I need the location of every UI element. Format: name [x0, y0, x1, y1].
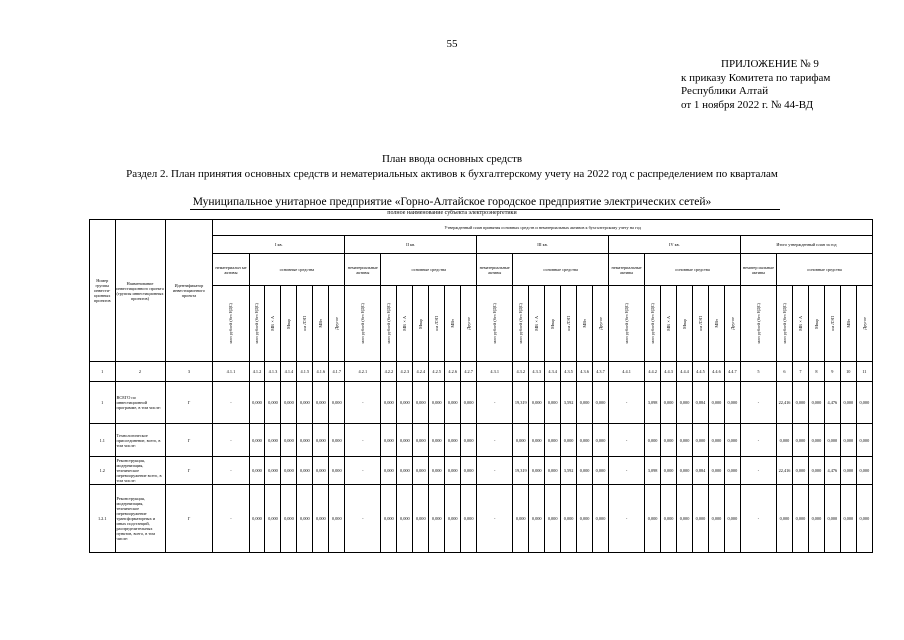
- row-value: 0,000: [561, 424, 577, 457]
- header-unit-label: Мвар: [286, 318, 292, 329]
- header-unit-1-2: [249, 286, 265, 362]
- row-value: 0,000: [445, 382, 461, 424]
- header-intangible-4: нематериальные активы: [608, 254, 644, 286]
- header-unit-label: млн рублей (без НДС): [360, 303, 366, 344]
- header-unit-label: Мвар: [550, 318, 556, 329]
- header-project-name: Наименование инвестиционного проекта (группы инвестиционных проектов): [115, 220, 165, 362]
- row-value: -: [477, 382, 513, 424]
- row-value: 0,000: [397, 485, 413, 553]
- header-q2: II кв.: [345, 236, 477, 254]
- column-number: 4.1.1: [213, 362, 249, 382]
- row-value: 3,592: [561, 382, 577, 424]
- header-unit-1-7: [329, 286, 345, 362]
- appendix-block: [681, 58, 830, 112]
- column-number: 4.4.5: [693, 362, 709, 382]
- header-intangible-2: нематериальные активы: [345, 254, 381, 286]
- row-value: 0,000: [708, 457, 724, 485]
- header-unit-4-3: [661, 286, 677, 362]
- row-project-name: Технологическое присоединение, всего, в том числе:: [115, 424, 165, 457]
- header-unit-label: МВт: [713, 319, 719, 328]
- row-value: 0,000: [545, 457, 561, 485]
- header-unit-5-5: [824, 286, 840, 362]
- row-value: 0,000: [693, 485, 709, 553]
- row-value: 0,000: [561, 485, 577, 553]
- row-value: 0,000: [856, 382, 872, 424]
- row-value: 0,000: [413, 457, 429, 485]
- header-unit-4-1: [608, 286, 644, 362]
- row-project-id: Г: [165, 382, 213, 424]
- row-project-id: Г: [165, 424, 213, 457]
- row-value: 0,000: [792, 424, 808, 457]
- header-unit-3-7: [593, 286, 609, 362]
- row-value: 0,000: [413, 382, 429, 424]
- row-value: 0,000: [808, 457, 824, 485]
- header-unit-4-5: [693, 286, 709, 362]
- row-value: 0,000: [593, 457, 609, 485]
- row-value: 0,000: [856, 485, 872, 553]
- row-value: 0,000: [792, 382, 808, 424]
- header-unit-label: Другое: [334, 317, 340, 330]
- header-unit-2-4: [413, 286, 429, 362]
- row-value: 0,000: [545, 485, 561, 553]
- header-unit-label: км ЛЭП: [434, 316, 440, 331]
- column-number: 4.1.3: [265, 362, 281, 382]
- row-value: 0,000: [677, 424, 693, 457]
- header-unit-4-7: [724, 286, 740, 362]
- row-value: 0,000: [461, 485, 477, 553]
- row-value: 22,416: [777, 382, 793, 424]
- row-value: 0,000: [249, 382, 265, 424]
- column-number: 4.2.1: [345, 362, 381, 382]
- row-value: 3,098: [645, 382, 661, 424]
- row-value: 3,592: [561, 457, 577, 485]
- header-unit-label: МВ×А: [534, 316, 540, 331]
- row-value: 0,000: [329, 485, 345, 553]
- header-unit-label: млн рублей (без НДС): [781, 303, 787, 344]
- row-value: 0,000: [297, 382, 313, 424]
- column-numbers-row: [90, 362, 873, 382]
- row-value: 0,000: [461, 457, 477, 485]
- column-number: 4.3.4: [545, 362, 561, 382]
- row-value: 0,000: [329, 382, 345, 424]
- column-number: 4.4.3: [661, 362, 677, 382]
- row-value: 0,000: [429, 424, 445, 457]
- header-fixed-assets-1: основные средства: [249, 254, 345, 286]
- header-unit-label: МВ×А: [270, 316, 276, 331]
- header-unit-label: км ЛЭП: [697, 316, 703, 331]
- column-number: 4.2.6: [445, 362, 461, 382]
- column-number: 4.4.1: [608, 362, 644, 382]
- column-number: 4.2.3: [397, 362, 413, 382]
- row-value: 0,000: [297, 457, 313, 485]
- header-unit-label: МВт: [318, 319, 324, 328]
- row-value: 0,000: [593, 424, 609, 457]
- row-value: 0,000: [265, 485, 281, 553]
- row-value: 0,000: [661, 457, 677, 485]
- column-number: 4.1.4: [281, 362, 297, 382]
- row-value: 0,000: [840, 424, 856, 457]
- header-unit-label: Другое: [729, 317, 735, 330]
- column-number: 1: [90, 362, 116, 382]
- row-value: 0,884: [693, 457, 709, 485]
- column-number: 4.4.4: [677, 362, 693, 382]
- row-value: 0,000: [840, 457, 856, 485]
- row-value: 0,000: [429, 485, 445, 553]
- row-value: 0,000: [724, 485, 740, 553]
- row-value: 0,000: [413, 424, 429, 457]
- row-value: 0,000: [577, 457, 593, 485]
- header-unit-5-4: [808, 286, 824, 362]
- header-unit-label: Мвар: [813, 318, 819, 329]
- column-number: 4.3.7: [593, 362, 609, 382]
- header-q1: I кв.: [213, 236, 345, 254]
- header-unit-3-1: [477, 286, 513, 362]
- row-value: -: [740, 457, 776, 485]
- row-value: 0,000: [856, 457, 872, 485]
- header-unit-label: млн рублей (без НДС): [492, 303, 498, 344]
- header-unit-5-2: [777, 286, 793, 362]
- row-value: 0,000: [513, 424, 529, 457]
- page-number: 55: [446, 38, 458, 50]
- table-row: [90, 457, 873, 485]
- column-number: 4.2.7: [461, 362, 477, 382]
- row-value: 0,000: [381, 457, 397, 485]
- row-value: 0,000: [677, 382, 693, 424]
- header-unit-label: Мвар: [682, 318, 688, 329]
- row-value: -: [345, 382, 381, 424]
- row-value: 0,000: [313, 485, 329, 553]
- row-value: 0,884: [693, 382, 709, 424]
- appendix-line-1: ПРИЛОЖЕНИЕ № 9: [721, 58, 819, 70]
- header-unit-label: Другое: [861, 317, 867, 330]
- row-value: 0,000: [397, 457, 413, 485]
- header-fixed-assets-4: основные средства: [645, 254, 741, 286]
- column-number: 11: [856, 362, 872, 382]
- header-unit-5-3: [792, 286, 808, 362]
- header-unit-label: МВт: [450, 319, 456, 328]
- row-value: -: [345, 457, 381, 485]
- appendix-line-3: Республики Алтай: [681, 85, 769, 97]
- header-unit-label: МВ×А: [666, 316, 672, 331]
- row-value: 0,000: [249, 424, 265, 457]
- header-unit-4-6: [708, 286, 724, 362]
- row-value: 19,319: [513, 382, 529, 424]
- row-value: 0,000: [313, 424, 329, 457]
- header-unit-1-6: [313, 286, 329, 362]
- header-unit-label: МВт: [582, 319, 588, 328]
- row-value: 0,000: [708, 485, 724, 553]
- row-value: 0,000: [529, 424, 545, 457]
- header-unit-label: млн рублей (без НДС): [650, 303, 656, 344]
- row-value: -: [213, 485, 249, 553]
- row-value: 0,000: [661, 485, 677, 553]
- header-unit-1-5: [297, 286, 313, 362]
- row-value: 0,000: [824, 485, 840, 553]
- row-value: -: [740, 424, 776, 457]
- header-unit-2-6: [445, 286, 461, 362]
- header-project-id: Идентификатор инвестиционного проекта: [165, 220, 213, 362]
- plan-table: [89, 219, 873, 553]
- row-value: 0,000: [329, 457, 345, 485]
- row-value: 0,000: [281, 457, 297, 485]
- header-unit-3-4: [545, 286, 561, 362]
- row-value: 0,000: [313, 457, 329, 485]
- header-unit-label: км ЛЭП: [302, 316, 308, 331]
- header-unit-label: млн рублей (без НДС): [624, 303, 630, 344]
- column-number: 4.4.2: [645, 362, 661, 382]
- row-value: 0,000: [840, 382, 856, 424]
- row-value: -: [213, 424, 249, 457]
- row-number: 1.2.1: [90, 485, 116, 553]
- column-number: 8: [808, 362, 824, 382]
- row-value: 0,000: [593, 485, 609, 553]
- row-number: 1.1: [90, 424, 116, 457]
- row-value: 0,000: [808, 382, 824, 424]
- header-q4: IV кв.: [608, 236, 740, 254]
- column-number: 6: [777, 362, 793, 382]
- row-value: 0,000: [445, 485, 461, 553]
- row-value: 0,000: [840, 485, 856, 553]
- table-row: [90, 382, 873, 424]
- row-value: 0,000: [577, 485, 593, 553]
- appendix-line-4: от 1 ноября 2022 г. № 44-ВД: [681, 98, 814, 111]
- column-number: 4.1.7: [329, 362, 345, 382]
- row-value: -: [213, 382, 249, 424]
- row-value: 0,000: [313, 382, 329, 424]
- header-unit-4-2: [645, 286, 661, 362]
- header-unit-label: МВт: [845, 319, 851, 328]
- row-value: 0,000: [397, 382, 413, 424]
- row-value: -: [345, 424, 381, 457]
- row-value: -: [608, 485, 644, 553]
- row-value: 0,000: [808, 424, 824, 457]
- header-unit-label: млн рублей (без НДС): [518, 303, 524, 344]
- header-unit-label: МВ×А: [797, 316, 803, 331]
- row-value: -: [477, 424, 513, 457]
- column-number: 7: [792, 362, 808, 382]
- document-title: План ввода основных средств: [381, 153, 523, 165]
- organization-name: Муниципальное унитарное предприятие «Горно-Алтайское городское предприятие электрических сетей»: [192, 196, 712, 208]
- header-plan: Утвержденный план принятия основных средств и нематериальных активов к бухгалтерскому учету на год: [213, 220, 873, 236]
- row-value: 0,000: [545, 424, 561, 457]
- header-unit-2-2: [381, 286, 397, 362]
- column-number: 9: [824, 362, 840, 382]
- row-value: 0,000: [249, 457, 265, 485]
- appendix-line-2: к приказу Комитета по тарифам: [681, 71, 831, 84]
- row-value: 0,000: [677, 457, 693, 485]
- row-value: 0,000: [724, 424, 740, 457]
- header-group-number: Номер группы инвести-ционных проектов: [90, 220, 116, 362]
- row-value: 0,000: [777, 424, 793, 457]
- column-number: 4.3.5: [561, 362, 577, 382]
- column-number: 4.3.3: [529, 362, 545, 382]
- column-number: 4.1.5: [297, 362, 313, 382]
- row-value: 0,000: [329, 424, 345, 457]
- row-value: 0,000: [445, 457, 461, 485]
- row-value: 0,000: [824, 424, 840, 457]
- row-value: 0,000: [724, 457, 740, 485]
- row-number: 1: [90, 382, 116, 424]
- header-unit-1-3: [265, 286, 281, 362]
- row-value: 0,000: [645, 485, 661, 553]
- header-intangible-1: нематериальн ые активы: [213, 254, 249, 286]
- row-value: 0,000: [281, 382, 297, 424]
- row-project-id: Г: [165, 485, 213, 553]
- row-value: -: [740, 485, 776, 553]
- column-number: 4.1.6: [313, 362, 329, 382]
- row-value: 0,000: [724, 382, 740, 424]
- row-value: 0,000: [397, 424, 413, 457]
- header-unit-2-5: [429, 286, 445, 362]
- row-value: 0,000: [461, 424, 477, 457]
- header-intangible-5: нематер иальные активы: [740, 254, 776, 286]
- row-value: 0,000: [693, 424, 709, 457]
- column-number: 2: [115, 362, 165, 382]
- row-value: 0,000: [281, 485, 297, 553]
- header-unit-2-3: [397, 286, 413, 362]
- header-unit-1-4: [281, 286, 297, 362]
- row-value: -: [608, 457, 644, 485]
- header-unit-5-6: [840, 286, 856, 362]
- table-row: [90, 485, 873, 553]
- organization-caption: полное наименование субъекта электроэнергетики: [387, 210, 517, 216]
- row-value: -: [477, 485, 513, 553]
- row-value: 0,000: [381, 424, 397, 457]
- header-row-plan: [90, 220, 873, 236]
- header-unit-label: млн рублей (без НДС): [386, 303, 392, 344]
- column-number: 4.3.6: [577, 362, 593, 382]
- header-unit-label: млн рублей (без НДС): [755, 303, 761, 344]
- row-value: 19,319: [513, 457, 529, 485]
- row-value: 22,416: [777, 457, 793, 485]
- row-value: 3,098: [645, 457, 661, 485]
- header-unit-label: Мвар: [418, 318, 424, 329]
- column-number: 3: [165, 362, 213, 382]
- row-project-name: ВСЕГО по инвестиционной программе, в том числе:: [115, 382, 165, 424]
- row-value: 0,000: [413, 485, 429, 553]
- row-value: 0,000: [529, 485, 545, 553]
- column-number: 4.2.4: [413, 362, 429, 382]
- row-value: 0,000: [808, 485, 824, 553]
- header-unit-3-6: [577, 286, 593, 362]
- row-value: 0,000: [381, 382, 397, 424]
- row-value: 0,000: [708, 424, 724, 457]
- row-value: 0,000: [661, 424, 677, 457]
- row-value: 0,000: [529, 457, 545, 485]
- row-project-id: Г: [165, 457, 213, 485]
- column-number: 4.2.5: [429, 362, 445, 382]
- row-value: 0,000: [661, 382, 677, 424]
- row-value: 0,000: [577, 424, 593, 457]
- header-unit-2-7: [461, 286, 477, 362]
- header-fixed-assets-3: основные средства: [513, 254, 609, 286]
- header-unit-label: км ЛЭП: [566, 316, 572, 331]
- row-number: 1.2: [90, 457, 116, 485]
- header-unit-2-1: [345, 286, 381, 362]
- header-unit-label: км ЛЭП: [829, 316, 835, 331]
- row-value: -: [213, 457, 249, 485]
- row-value: 0,000: [677, 485, 693, 553]
- row-value: 0,000: [593, 382, 609, 424]
- column-number: 5: [740, 362, 776, 382]
- table-row: [90, 424, 873, 457]
- row-value: 0,000: [645, 424, 661, 457]
- row-value: 0,000: [792, 457, 808, 485]
- row-project-name: Реконструкция, модернизация, техническое перевооружение всего, в том числе:: [115, 457, 165, 485]
- header-unit-5-1: [740, 286, 776, 362]
- column-number: 4.4.7: [724, 362, 740, 382]
- column-number: 10: [840, 362, 856, 382]
- row-value: 0,000: [265, 382, 281, 424]
- column-number: 4.1.2: [249, 362, 265, 382]
- header-unit-label: Другое: [598, 317, 603, 330]
- row-value: 0,000: [265, 457, 281, 485]
- column-number: 4.3.1: [477, 362, 513, 382]
- header-fixed-assets-2: основные средства: [381, 254, 477, 286]
- header-unit-3-2: [513, 286, 529, 362]
- row-value: 0,000: [281, 424, 297, 457]
- row-value: 0,000: [792, 485, 808, 553]
- header-q3: III кв.: [477, 236, 609, 254]
- header-unit-4-4: [677, 286, 693, 362]
- header-unit-label: Другое: [466, 317, 472, 330]
- row-value: 0,000: [381, 485, 397, 553]
- row-value: 0,000: [777, 485, 793, 553]
- header-intangible-3: нематериальные активы: [477, 254, 513, 286]
- header-fixed-assets-5: основные средства: [777, 254, 873, 286]
- row-value: -: [477, 457, 513, 485]
- column-number: 4.2.2: [381, 362, 397, 382]
- row-value: 4,476: [824, 382, 840, 424]
- header-unit-3-3: [529, 286, 545, 362]
- header-unit-5-7: [856, 286, 872, 362]
- row-value: -: [345, 485, 381, 553]
- row-value: 4,476: [824, 457, 840, 485]
- section-heading: Раздел 2. План принятия основных средств и нематериальных активов к бухгалтерскому учету на 2022 год с распределением по кварталам: [126, 168, 778, 180]
- row-value: -: [608, 424, 644, 457]
- row-value: 0,000: [297, 424, 313, 457]
- row-value: 0,000: [708, 382, 724, 424]
- row-value: 0,000: [461, 382, 477, 424]
- row-value: 0,000: [529, 382, 545, 424]
- header-unit-label: млн рублей (без НДС): [228, 303, 234, 344]
- header-unit-label: млн рублей (без НДС): [254, 303, 260, 344]
- row-value: 0,000: [513, 485, 529, 553]
- row-value: 0,000: [249, 485, 265, 553]
- row-project-name: Реконструкция, модернизация, техническое перевооружение трансформаторных и иных подстанций, распределительных пунктов, всего, в том числе:: [115, 485, 165, 553]
- row-value: 0,000: [577, 382, 593, 424]
- row-value: 0,000: [429, 382, 445, 424]
- row-value: 0,000: [856, 424, 872, 457]
- row-value: 0,000: [545, 382, 561, 424]
- column-number: 4.4.6: [708, 362, 724, 382]
- row-value: -: [740, 382, 776, 424]
- row-value: 0,000: [445, 424, 461, 457]
- header-unit-1-1: [213, 286, 249, 362]
- column-number: 4.3.2: [513, 362, 529, 382]
- header-total: Итого утвержденный план за год: [740, 236, 872, 254]
- row-value: 0,000: [297, 485, 313, 553]
- header-unit-3-5: [561, 286, 577, 362]
- header-unit-label: МВ×А: [402, 316, 408, 331]
- row-value: 0,000: [429, 457, 445, 485]
- row-value: 0,000: [265, 424, 281, 457]
- row-value: -: [608, 382, 644, 424]
